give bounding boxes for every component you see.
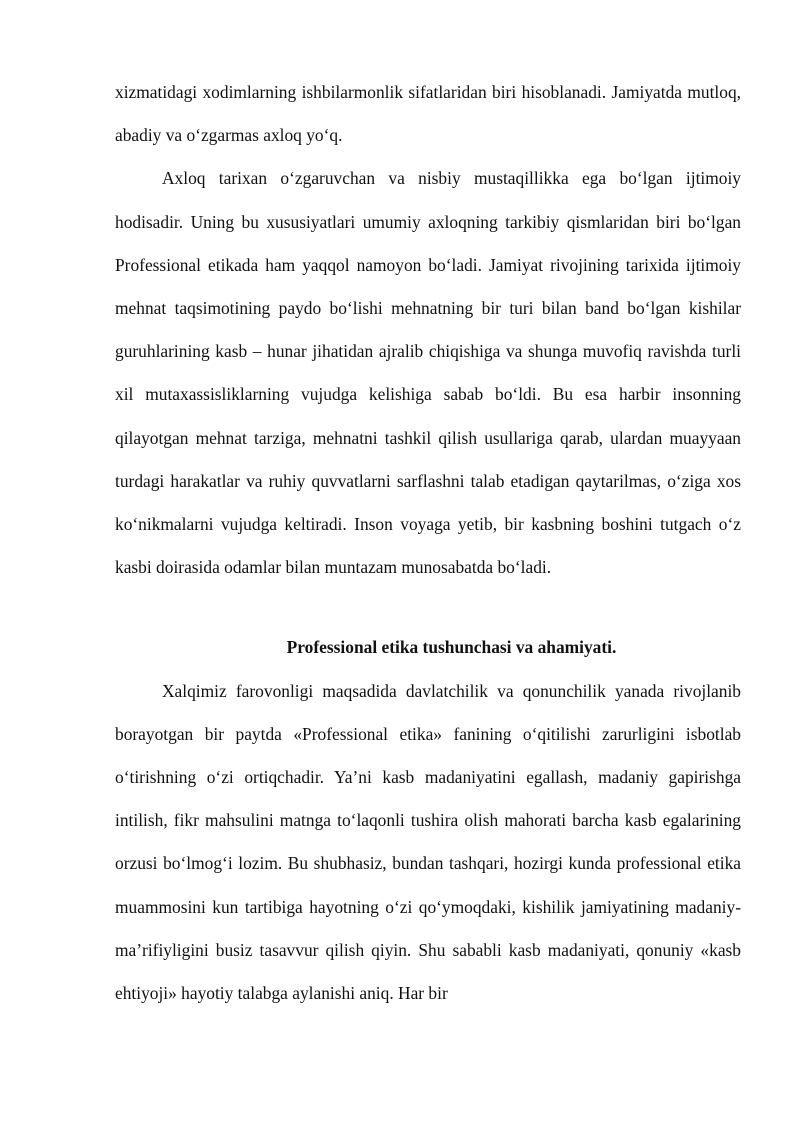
paragraph-morality: Axloq tarixan o‘zgaruvchan va nisbiy mustaqillikka ega bo‘lgan ijtimoiy hodisadir. Uning bu xususiyatlari umumiy axloqning tarkibiy qismlaridan biri bo‘lgan Professional etikada ham yaqqol namoyon bo‘ladi. Jamiyat rivojining tarixida ijtimoiy mehnat taqsimotining paydo bo‘lishi mehnatning bir turi bilan band bo‘lgan kishilar guruhlarining kasb – hunar jihatidan ajralib chiqishiga va shunga muvofiq ravishda turli xil mutaxassisliklarning vujudga kelishiga sabab bo‘ldi. Bu esa harbir insonning qilayotgan mehnat tarziga, mehnatni tashkil qilish usullariga qarab, ulardan muayyaan turdagi harakatlar va ruhiy quvvatlarni sarflashni talab etadigan qaytarilmas, o‘ziga xos ko‘nikmalarni vujudga keltiradi. Inson voyaga yetib, bir kasbning boshini tutgach o‘z kasbi doirasida odamlar bilan muntazam munosabatda bo‘ladi. (115, 168, 741, 578)
section-spacer (115, 589, 741, 626)
paragraph-professional-ethics: Xalqimiz farovonligi maqsadida davlatchilik va qonunchilik yanada rivojlanib borayotgan bir paytda «Professional etika» fanining o‘qitilishi zarurligini isbotlab o‘tirishning o‘zi ortiqchadir. Ya’ni kasb madaniyatini egallash, madaniy gapirishga intilish, fikr mahsulini matnga to‘laqonli tushira olish mahorati barcha kasb egalarining orzusi bo‘lmog‘i lozim. Bu shubhasiz, bundan tashqari, hozirgi kunda professional etika muammosini kun tartibiga hayotning o‘zi qo‘ymoqdaki, kishilik jamiyatining madaniy-ma’rifiyligini busiz tasavvur qilish qiyin. Shu sababli kasb madaniyati, qonuniy «kasb ehtiyoji» hayotiy talabga aylanishi aniq. Har bir (115, 680, 741, 1004)
document-body (115, 71, 741, 1015)
paragraph-continuation: xizmatidagi xodimlarning ishbilarmonlik sifatlaridan biri hisoblanadi. Jamiyatda mutloq, abadiy va o‘zgarmas axloq yo‘q. (115, 82, 741, 146)
section-heading: Professional etika tushunchasi va ahamiyati. (286, 637, 617, 658)
